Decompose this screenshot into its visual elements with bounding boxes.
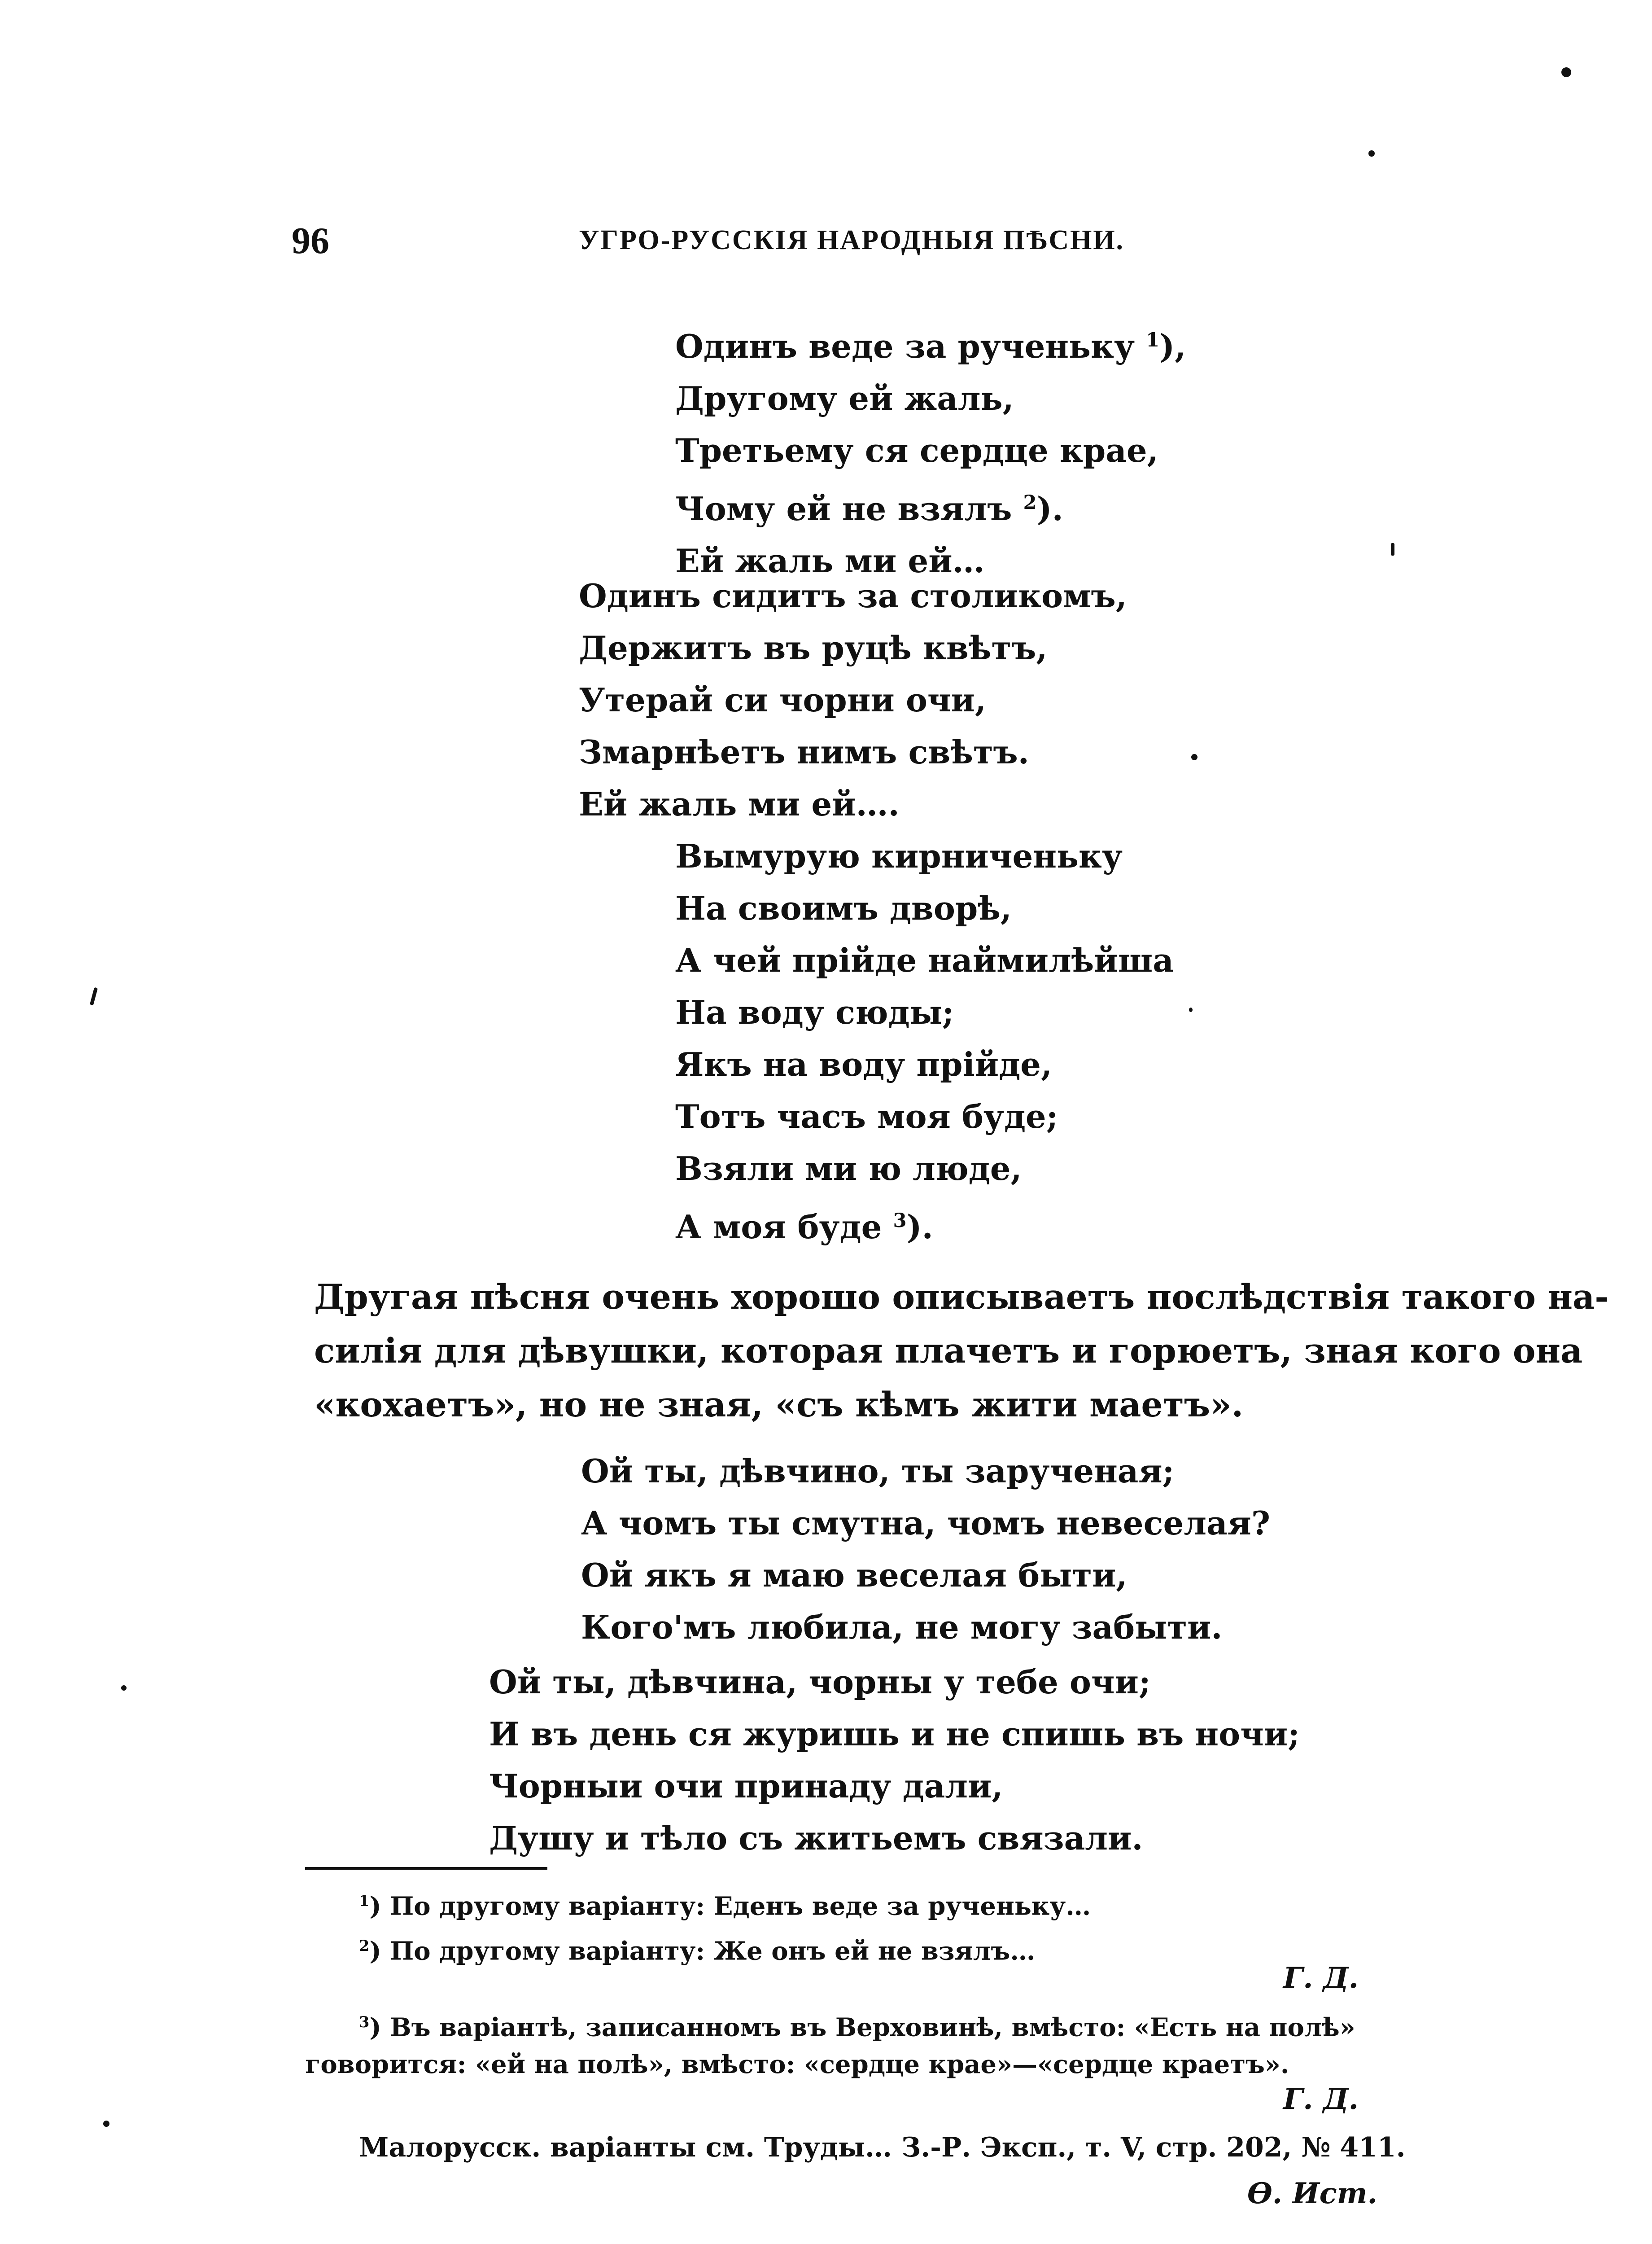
verse-line: Вымурую кирниченьку [675, 837, 1123, 875]
signature-2: Г. Д. [1283, 2082, 1359, 2116]
footnote-1 [359, 1880, 1091, 1927]
scan-speck [1189, 1008, 1193, 1012]
verse-line: Одинъ сидитъ за столикомъ, [579, 577, 1127, 615]
verse-line: Ой ты, дѣвчино, ты зарученая; [581, 1452, 1175, 1490]
running-title: УГРО-РУССКІЯ НАРОДНЫЯ ПѢСНИ. [579, 225, 1125, 255]
scan-speck [1391, 543, 1394, 556]
page-number: 96 [292, 220, 329, 262]
verse-line: Взяли ми ю люде, [675, 1149, 1022, 1188]
verse-line: На воду сюды; [675, 993, 954, 1031]
verse-line: И въ день ся журишь и не спишь въ ночи; [489, 1715, 1300, 1753]
signature-1: Г. Д. [1283, 1961, 1359, 1995]
scan-speck [121, 1685, 127, 1691]
verse-line: На своимъ дворѣ, [675, 889, 1012, 927]
footnote-marker: 1 [1146, 329, 1160, 351]
footnote-number: 3 [359, 2013, 370, 2031]
verse-line [675, 1195, 1174, 1253]
verse-line: Тотъ часъ моя буде; [675, 1097, 1058, 1135]
verse-line [675, 477, 1186, 535]
verse-line: Ой якъ я маю веселая быти, [581, 1556, 1128, 1594]
verse-punct: ). [1036, 490, 1063, 528]
footnote-3 [359, 2002, 1355, 2048]
footnote-number: 1 [359, 1892, 370, 1910]
body-paragraph [314, 1270, 1609, 1432]
verse-line: Душу и тѣло съ житьемъ связали. [489, 1819, 1143, 1857]
footnote-text: ) По другому варіанту: Еденъ веде за рученьку… [369, 1891, 1091, 1921]
verse-line [675, 314, 1186, 373]
song2-stanza1 [581, 1445, 1270, 1653]
scan-speck [1561, 67, 1571, 77]
footnote-marker: 3 [893, 1209, 907, 1232]
verse-line [675, 425, 1186, 477]
scan-speck [90, 987, 98, 1006]
paragraph-line: Другая пѣсня очень хорошо описываетъ послѣдствія такого на- [314, 1277, 1609, 1317]
song1-stanza2 [579, 570, 1127, 830]
footnote-text: ) По другому варіанту: Же онъ ей не взялъ… [369, 1936, 1036, 1966]
verse-text: А моя буде [675, 1208, 893, 1246]
verse-text: Третьему ся сердце крае, [675, 431, 1158, 469]
scan-speck [103, 2121, 109, 2127]
verse-line: Утерай си чорни очи, [579, 681, 987, 719]
verse-line: Держитъ въ руцѣ квѣтъ, [579, 629, 1048, 667]
verse-punct: ), [1159, 327, 1186, 365]
verse-line: Ей жаль ми ей…. [579, 785, 900, 823]
verse-line: Кого'мъ любила, не могу забыти. [581, 1608, 1223, 1646]
footnote-2 [359, 1925, 1035, 1972]
scan-speck [1191, 754, 1197, 760]
footnote-3-continued: говорится: «ей на полѣ», вмѣсто: «сердце крае»—«сердце краетъ». [305, 2050, 1289, 2079]
verse-text: Чому ей не взялъ [675, 490, 1023, 528]
footnote-divider [305, 1867, 547, 1870]
verse-line: Чорныи очи принаду дали, [489, 1767, 1003, 1805]
song1-stanza1 [675, 314, 1186, 587]
footnote-text: ) Въ варіантѣ, записанномъ въ Верховинѣ, вмѣсто: «Есть на полѣ» [369, 2012, 1355, 2042]
verse-punct: ). [906, 1208, 933, 1246]
footnote-marker: 2 [1023, 491, 1037, 514]
verse-line: А чомъ ты смутна, чомъ невеселая? [581, 1504, 1271, 1542]
verse-text: Другому ей жаль, [675, 379, 1014, 417]
song2-stanza2 [489, 1656, 1300, 1864]
verse-line: А чей прійде наймилѣйша [675, 941, 1174, 979]
verse-line: Якъ на воду прійде, [675, 1045, 1053, 1083]
song1-stanza3 [675, 830, 1174, 1253]
verse-text: Одинъ веде за рученьку [675, 327, 1146, 365]
signature-3: Ѳ. Ист. [1247, 2177, 1377, 2210]
verse-line: Змарнѣетъ нимъ свѣтъ. [579, 733, 1029, 771]
verse-line: Ой ты, дѣвчина, чорны у тебе очи; [489, 1663, 1151, 1701]
paragraph-line: «кохаетъ», но не зная, «съ кѣмъ жити маетъ». [314, 1385, 1244, 1424]
paragraph-line: силія для дѣвушки, которая плачетъ и горюетъ, зная кого она [314, 1331, 1583, 1371]
footnote-number: 2 [359, 1937, 370, 1955]
verse-text: Ей жаль ми ей… [675, 542, 985, 580]
reference-note: Малорусск. варіанты см. Труды… З.-Р. Эксп., т. V, стр. 202, № 411. [359, 2132, 1406, 2163]
scan-speck [1368, 150, 1375, 157]
verse-line [675, 373, 1186, 425]
